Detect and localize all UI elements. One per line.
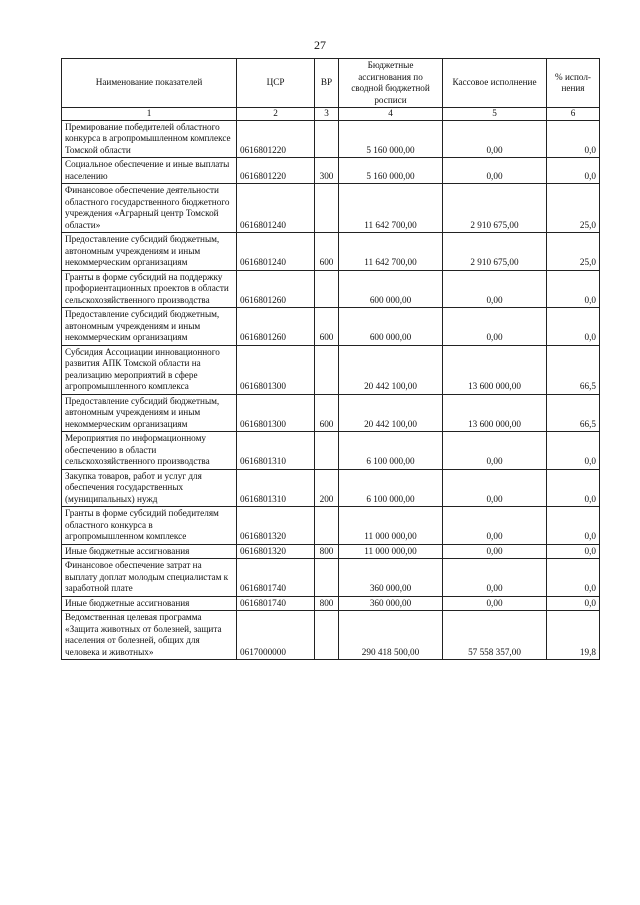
row-name-cell: Финансовое обеспечение деятельности областного государственного бюджетного учреждения «Аграрный центр Томской области» [62,184,237,233]
row-csr-cell: 0616801320 [237,507,315,545]
row-name-cell: Иные бюджетные ассигнования [62,596,237,611]
row-csr-cell: 0616801740 [237,559,315,597]
row-percent-cell: 66,5 [547,394,600,432]
row-csr-cell: 0616801260 [237,308,315,346]
row-vr-cell: 600 [315,308,339,346]
row-name-cell: Финансовое обеспечение затрат на выплату доплат молодым специалистам к заработной плате [62,559,237,597]
row-vr-cell [315,507,339,545]
row-allocation-cell: 11 642 700,00 [339,184,443,233]
row-name-cell: Ведомственная целевая программа «Защита животных от болезней, защита населения от болезней, общих для человека и животных» [62,611,237,660]
row-allocation-cell: 360 000,00 [339,559,443,597]
table-row [62,184,600,233]
column-number: 4 [339,108,443,121]
row-vr-cell: 600 [315,394,339,432]
row-cash-cell: 0,00 [443,544,547,559]
row-name-cell: Мероприятия по информационному обеспечению в области сельскохозяйственного производства [62,432,237,470]
row-percent-cell: 66,5 [547,345,600,394]
table-row [62,596,600,611]
row-vr-cell [315,184,339,233]
row-cash-cell: 0,00 [443,507,547,545]
row-cash-cell: 13 600 000,00 [443,345,547,394]
row-cash-cell: 2 910 675,00 [443,233,547,271]
row-vr-cell [315,432,339,470]
table-row [62,158,600,184]
table-row [62,308,600,346]
table-row [62,120,600,158]
row-percent-cell: 0,0 [547,308,600,346]
row-allocation-cell: 20 442 100,00 [339,345,443,394]
row-cash-cell: 0,00 [443,270,547,308]
table-row [62,611,600,660]
row-allocation-cell: 600 000,00 [339,308,443,346]
header-vr: ВР [315,59,339,108]
row-name-cell: Закупка товаров, работ и услуг для обеспечения государственных (муниципальных) нужд [62,469,237,507]
row-percent-cell: 19,8 [547,611,600,660]
row-allocation-cell: 20 442 100,00 [339,394,443,432]
header-name: Наименование показателей [62,59,237,108]
row-allocation-cell: 6 100 000,00 [339,432,443,470]
row-allocation-cell: 11 642 700,00 [339,233,443,271]
row-name-cell: Предоставление субсидий бюджетным, автономным учреждениям и иным некоммерческим организациям [62,233,237,271]
table-row [62,432,600,470]
row-name-cell: Премирование победителей областного конкурса в агропромышленном комплексе Томской области [62,120,237,158]
header-percent: % испол-нения [547,59,600,108]
table-row [62,270,600,308]
column-number: 2 [237,108,315,121]
row-vr-cell: 800 [315,596,339,611]
row-cash-cell: 0,00 [443,432,547,470]
column-number: 5 [443,108,547,121]
row-vr-cell [315,120,339,158]
header-cash-execution: Кассовое исполнение [443,59,547,108]
row-csr-cell: 0616801310 [237,432,315,470]
row-vr-cell [315,270,339,308]
row-cash-cell: 57 558 357,00 [443,611,547,660]
row-vr-cell [315,345,339,394]
row-name-cell: Субсидия Ассоциации инновационного развития АПК Томской области на реализацию мероприятий в сфере агропромышленного комплекса [62,345,237,394]
header-allocations: Бюджетные ассигнования по сводной бюджетной росписи [339,59,443,108]
row-allocation-cell: 600 000,00 [339,270,443,308]
row-vr-cell: 300 [315,158,339,184]
table-row [62,559,600,597]
row-name-cell: Иные бюджетные ассигнования [62,544,237,559]
row-percent-cell: 25,0 [547,233,600,271]
row-cash-cell: 0,00 [443,158,547,184]
table-row [62,345,600,394]
row-csr-cell: 0616801220 [237,120,315,158]
row-cash-cell: 2 910 675,00 [443,184,547,233]
row-csr-cell: 0617000000 [237,611,315,660]
row-percent-cell: 0,0 [547,120,600,158]
page-number: 27 [314,38,326,52]
row-vr-cell: 200 [315,469,339,507]
row-csr-cell: 0616801220 [237,158,315,184]
row-cash-cell: 0,00 [443,469,547,507]
row-cash-cell: 0,00 [443,120,547,158]
header-csr: ЦСР [237,59,315,108]
row-name-cell: Гранты в форме субсидий победителям областного конкурса в агропромышленном комплексе [62,507,237,545]
row-allocation-cell: 5 160 000,00 [339,120,443,158]
row-percent-cell: 0,0 [547,158,600,184]
row-allocation-cell: 360 000,00 [339,596,443,611]
column-number-row [62,108,600,121]
row-percent-cell: 0,0 [547,544,600,559]
row-csr-cell: 0616801240 [237,233,315,271]
row-name-cell: Предоставление субсидий бюджетным, автономным учреждениям и иным некоммерческим организациям [62,308,237,346]
row-csr-cell: 0616801260 [237,270,315,308]
row-name-cell: Гранты в форме субсидий на поддержку профориентационных проектов в области сельскохозяйственного производства [62,270,237,308]
row-csr-cell: 0616801310 [237,469,315,507]
row-cash-cell: 0,00 [443,596,547,611]
row-csr-cell: 0616801740 [237,596,315,611]
row-cash-cell: 0,00 [443,559,547,597]
row-csr-cell: 0616801320 [237,544,315,559]
row-allocation-cell: 290 418 500,00 [339,611,443,660]
column-number: 3 [315,108,339,121]
table-row [62,394,600,432]
table-row [62,544,600,559]
row-percent-cell: 0,0 [547,469,600,507]
row-allocation-cell: 6 100 000,00 [339,469,443,507]
budget-execution-table [61,58,600,660]
row-name-cell: Предоставление субсидий бюджетным, автономным учреждениям и иным некоммерческим организациям [62,394,237,432]
row-percent-cell: 0,0 [547,270,600,308]
row-percent-cell: 25,0 [547,184,600,233]
row-cash-cell: 13 600 000,00 [443,394,547,432]
row-allocation-cell: 5 160 000,00 [339,158,443,184]
column-number: 6 [547,108,600,121]
row-percent-cell: 0,0 [547,432,600,470]
row-allocation-cell: 11 000 000,00 [339,544,443,559]
row-cash-cell: 0,00 [443,308,547,346]
row-percent-cell: 0,0 [547,559,600,597]
row-name-cell: Социальное обеспечение и иные выплаты населению [62,158,237,184]
column-number: 1 [62,108,237,121]
table-row [62,233,600,271]
row-csr-cell: 0616801300 [237,345,315,394]
row-vr-cell: 800 [315,544,339,559]
table-row [62,507,600,545]
row-vr-cell [315,611,339,660]
row-csr-cell: 0616801300 [237,394,315,432]
row-csr-cell: 0616801240 [237,184,315,233]
table-row [62,469,600,507]
table-header-row [62,59,600,108]
row-allocation-cell: 11 000 000,00 [339,507,443,545]
row-percent-cell: 0,0 [547,507,600,545]
row-vr-cell [315,559,339,597]
row-vr-cell: 600 [315,233,339,271]
row-percent-cell: 0,0 [547,596,600,611]
